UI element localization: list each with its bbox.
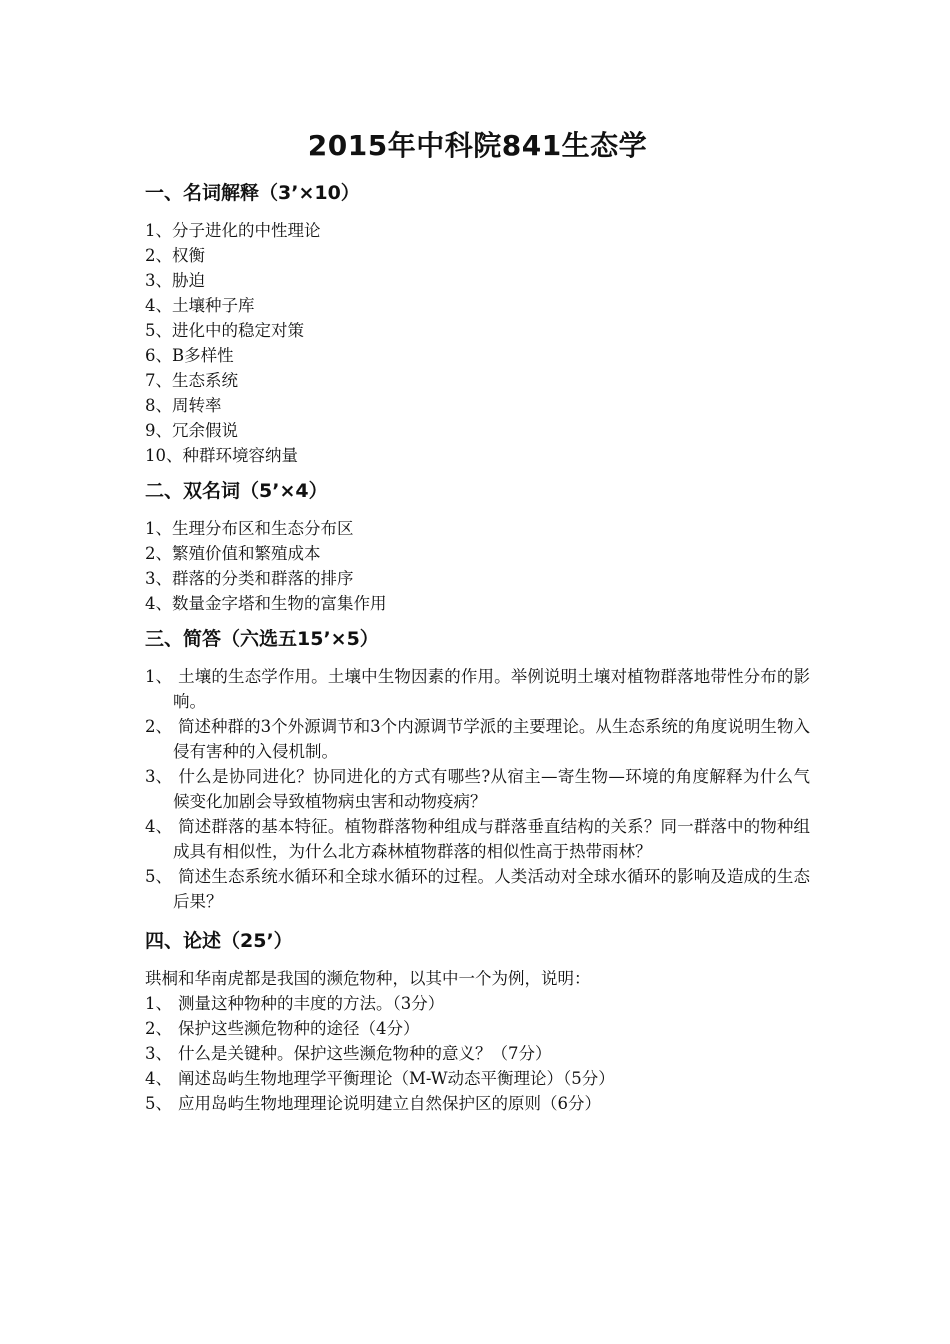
question-item: [145, 814, 810, 864]
section-heading: 一、名词解释（3’×10）: [145, 182, 360, 204]
question-item: [145, 991, 810, 1016]
question-number: 1、: [145, 994, 172, 1013]
list-item: 5、进化中的稳定对策: [145, 321, 304, 340]
list-item: 2、权衡: [145, 246, 205, 265]
paired-term-list: [145, 516, 810, 616]
list-item: 3、胁迫: [145, 271, 205, 290]
section-heading: 三、简答（六选五15’×5）: [145, 628, 379, 650]
essay-question-list: [145, 991, 810, 1116]
question-item: [145, 1041, 810, 1066]
question-number: 4、: [145, 817, 172, 836]
question-text: 什么是关键种。保护这些濒危物种的意义？（7分）: [178, 1044, 552, 1063]
question-item: [145, 1091, 810, 1116]
list-item: 3、群落的分类和群落的排序: [145, 569, 354, 588]
question-number: 3、: [145, 767, 172, 786]
list-item: 7、生态系统: [145, 371, 238, 390]
question-text: 简述生态系统水循环和全球水循环的过程。人类活动对全球水循环的影响及造成的生态后果？: [173, 867, 810, 911]
list-item: 10、种群环境容纳量: [145, 446, 298, 465]
question-text: 应用岛屿生物地理理论说明建立自然保护区的原则（6分）: [178, 1094, 601, 1113]
section-heading: 四、论述（25’）: [145, 930, 293, 952]
question-item: [145, 1016, 810, 1041]
essay-intro: 珙桐和华南虎都是我国的濒危物种，以其中一个为例，说明：: [145, 969, 591, 988]
question-item: [145, 864, 810, 914]
question-number: 2、: [145, 717, 172, 736]
question-item: [145, 764, 810, 814]
question-text: 测量这种物种的丰度的方法。（3分）: [178, 994, 445, 1013]
list-item: 4、数量金字塔和生物的富集作用: [145, 594, 387, 613]
question-number: 1、: [145, 667, 172, 686]
question-number: 2、: [145, 1019, 172, 1038]
list-item: 9、冗余假说: [145, 421, 238, 440]
question-number: 4、: [145, 1069, 172, 1088]
question-text: 阐述岛屿生物地理学平衡理论（M-W动态平衡理论）（5分）: [178, 1069, 615, 1088]
question-text: 简述种群的3个外源调节和3个内源调节学派的主要理论。从生态系统的角度说明生物入侵有害种的入侵机制。: [173, 717, 810, 761]
question-text: 保护这些濒危物种的途径（4分）: [178, 1019, 420, 1038]
term-list: [145, 218, 810, 468]
question-item: [145, 664, 810, 714]
list-item: 1、分子进化的中性理论: [145, 221, 321, 240]
section-short-answer: [145, 626, 810, 914]
question-text: 简述群落的基本特征。植物群落物种组成与群落垂直结构的关系？同一群落中的物种组成具有相似性，为什么北方森林植物群落的相似性高于热带雨林？: [173, 817, 810, 861]
list-item: 2、繁殖价值和繁殖成本: [145, 544, 321, 563]
section-essay: [145, 928, 810, 1116]
question-number: 3、: [145, 1044, 172, 1063]
document-title: 2015年中科院841生态学: [307, 129, 648, 162]
question-number: 5、: [145, 867, 172, 886]
list-item: 6、B多样性: [145, 346, 234, 365]
section-terms: [145, 180, 810, 468]
question-text: 什么是协同进化？协同进化的方式有哪些?从宿主—寄生物—环境的角度解释为什么气候变化加剧会导致植物病虫害和动物疫病？: [173, 767, 810, 811]
document-page: [145, 126, 810, 1130]
section-heading: 二、双名词（5’×4）: [145, 480, 328, 502]
question-text: 土壤的生态学作用。土壤中生物因素的作用。举例说明土壤对植物群落地带性分布的影响。: [173, 667, 810, 711]
list-item: 8、周转率: [145, 396, 222, 415]
question-number: 5、: [145, 1094, 172, 1113]
question-item: [145, 1066, 810, 1091]
question-list: [145, 664, 810, 914]
section-paired-terms: [145, 478, 810, 616]
list-item: 4、土壤种子库: [145, 296, 255, 315]
list-item: 1、生理分布区和生态分布区: [145, 519, 354, 538]
question-item: [145, 714, 810, 764]
